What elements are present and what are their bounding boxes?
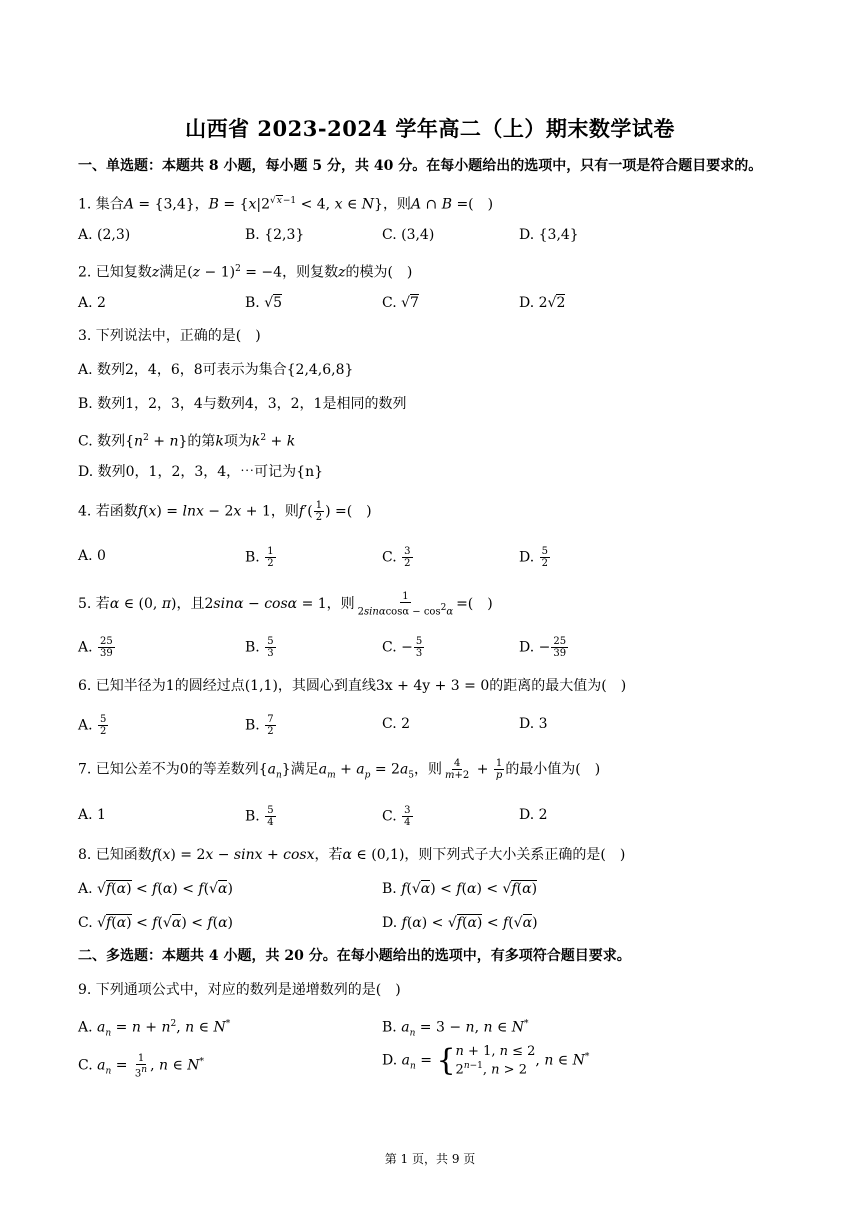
q5-option-a[interactable]: A. $\frac{25}{39}$	[78, 636, 113, 659]
q3-option-b[interactable]: B. 数列1，2，3，4与数列4，3，2，1是相同的数列	[78, 396, 407, 412]
q3-option-a[interactable]: A. 数列2，4，6，8可表示为集合{2,4,6,8}	[78, 362, 354, 378]
q3-option-c[interactable]: C. 数列$\{n^2 + n\}$的第k项为$k^2 + k$	[78, 433, 296, 450]
q8-option-a[interactable]: A. √f(α) < f(α) < f(√α)	[78, 881, 233, 897]
page-footer: 第 1 页，共 9 页	[384, 1152, 476, 1166]
q4-option-c[interactable]: C. $\frac{3}{2}$	[382, 546, 411, 569]
question-8-stem: 8. 已知函数f(x) = 2x − sinx + cosx，若α ∈ (0,1)，则下列式子大小关系正确的是( )	[78, 847, 626, 863]
q7-option-b[interactable]: B. $\frac{5}{4}$	[245, 805, 274, 828]
q5-option-b[interactable]: B. $\frac{5}{3}$	[245, 636, 274, 659]
q1-option-c[interactable]: C. (3,4)	[382, 227, 435, 243]
section-single-choice-heading: 一、单选题：本题共 8 小题，每小题 5 分，共 40 分。在每小题给出的选项中，只有一项是符合题目要求的。	[78, 158, 763, 174]
q6-option-c[interactable]: C. 2	[382, 716, 411, 732]
q7-option-a[interactable]: A. 1	[78, 807, 106, 823]
q8-option-d[interactable]: D. f(α) < √f(α) < f(√α)	[382, 915, 538, 931]
question-2-stem: 2. 已知复数z满足$(z - 1)^2 = -4$，则复数z的模为( )	[78, 264, 413, 281]
q7-option-d[interactable]: D. 2	[519, 807, 548, 823]
question-5-stem: 5. 若α ∈ (0, π)，且2sinα − cosα = 1，则 $\frac{1}{2\sin\alpha\cos\alpha - \cos^2\alpha}$ =( )	[78, 591, 493, 618]
q8-option-b[interactable]: B. f(√α) < f(α) < √f(α)	[382, 881, 538, 897]
q1-option-d[interactable]: D. {3,4}	[519, 227, 579, 243]
q5-option-d[interactable]: D. − $\frac{25}{39}$	[519, 636, 567, 659]
question-4-stem: 4. 若函数f(x) = lnx − 2x + 1，则f′( $\frac{1}{2}$ ) =( )	[78, 500, 372, 523]
q1-option-a[interactable]: A. (2,3)	[78, 227, 131, 243]
q2-option-d[interactable]: D. 2√2	[519, 295, 566, 311]
q6-option-b[interactable]: B. $\frac{7}{2}$	[245, 714, 274, 737]
q5-option-c[interactable]: C. − $\frac{5}{3}$	[382, 636, 423, 659]
q4-option-a[interactable]: A. 0	[78, 548, 106, 564]
q2-option-b[interactable]: B. √5	[245, 295, 283, 311]
question-1-stem: 1. 集合A = {3,4}，$B = \{x|2^{√x-1} < 4$, x ∈ N}，则A ∩ B =( )	[78, 196, 494, 213]
question-6-stem: 6. 已知半径为1的圆经过点(1,1)，其圆心到直线3x + 4y + 3 = 0的距离的最大值为( )	[78, 678, 627, 694]
q9-option-a[interactable]: A. $a_n = n + n^2$, n ∈ N*	[78, 1019, 231, 1039]
q8-option-c[interactable]: C. √f(α) < f(√α) < f(α)	[78, 915, 234, 931]
question-7-stem: 7. 已知公差不为0的等差数列$\{a_n\}$满足$a_m + a_p = 2a_5$，则 $\frac{4}{m+2}$ + $\frac{1}{p}$ 的最小值为( )	[78, 758, 601, 781]
section-multi-choice-heading: 二、多选题：本题共 4 小题，共 20 分。在每小题给出的选项中，有多项符合题目要求。	[78, 948, 631, 964]
q3-option-d[interactable]: D. 数列0，1，2，3，4，⋯可记为{n}	[78, 464, 323, 480]
q6-option-a[interactable]: A. $\frac{5}{2}$	[78, 714, 107, 737]
q4-option-d[interactable]: D. $\frac{5}{2}$	[519, 546, 549, 569]
question-9-stem: 9. 下列通项公式中，对应的数列是递增数列的是( )	[78, 982, 401, 998]
q4-option-b[interactable]: B. $\frac{1}{2}$	[245, 546, 274, 569]
question-3-stem: 3. 下列说法中，正确的是( )	[78, 328, 261, 344]
q9-option-c[interactable]: C. $a_n$ = $\frac{1}{3^n}$ , n ∈ N*	[78, 1052, 205, 1079]
q1-option-b[interactable]: B. {2,3}	[245, 227, 305, 243]
page-title: 山西省 2023-2024 学年高二（上）期末数学试卷	[185, 116, 675, 141]
q6-option-d[interactable]: D. 3	[519, 716, 548, 732]
q7-option-c[interactable]: C. $\frac{3}{4}$	[382, 805, 411, 828]
q9-option-b[interactable]: B. $a_n = 3 - n$, n ∈ N*	[382, 1019, 529, 1039]
q2-option-c[interactable]: C. √7	[382, 295, 419, 311]
q2-option-a[interactable]: A. 2	[78, 295, 106, 311]
q9-option-d[interactable]: D. $a_n$ = { n + 1, n ≤ 2 $2^{n-1}$, n > 2 , n ∈ N*	[382, 1042, 590, 1078]
